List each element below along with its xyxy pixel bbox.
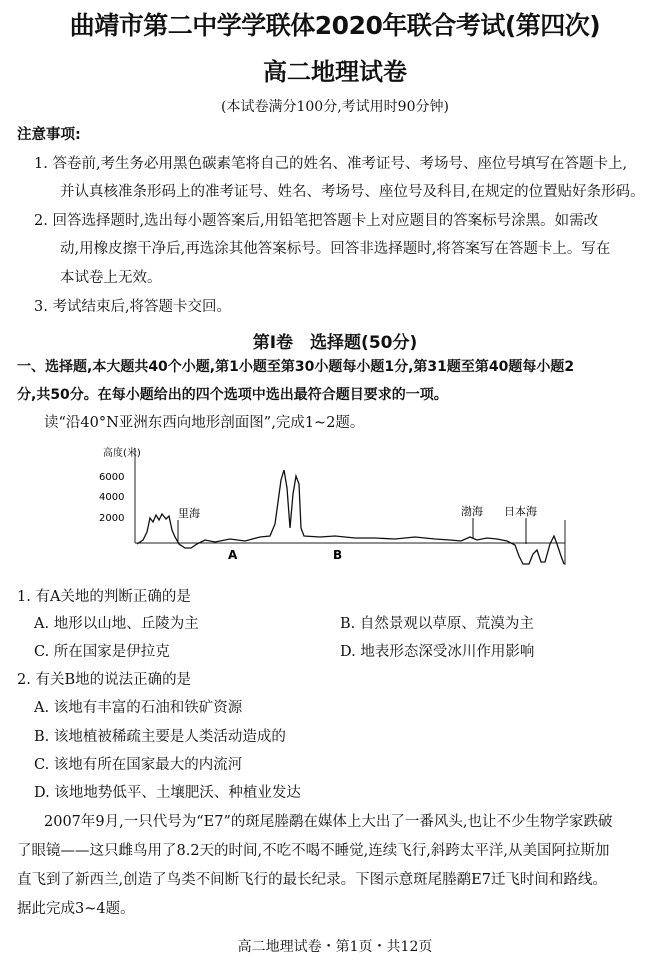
question-1-option-d: D. 地表形态深受冰川作用影响 [340, 644, 535, 660]
terrain-profile-line [137, 470, 564, 564]
note-line: 本试卷上无效。 [60, 270, 162, 286]
passage-line: 据此完成3~4题。 [17, 901, 135, 917]
question-2-option-c: C. 该地有所在国家最大的内流河 [34, 757, 243, 773]
figure-ytick: 2000 [99, 513, 125, 524]
figure-ylabel: 高度(米) [103, 448, 141, 459]
exam-subtitle: 高二地理试卷 [263, 58, 407, 86]
exam-title: 曲靖市第二中学学联体2020年联合考试(第四次) [69, 11, 601, 40]
note-line: 动,用橡皮擦干净后,再选涂其他答案标号。回答非选择题时,将答案写在答题卡上。写在 [60, 241, 611, 257]
terrain-profile-figure [95, 440, 575, 575]
note-line: 3. 考试结束后,将答题卡交回。 [34, 299, 232, 315]
question-2-option-b: B. 该地植被稀疏主要是人类活动造成的 [34, 729, 286, 745]
question-2-option-a: A. 该地有丰富的石油和铁矿资源 [34, 700, 243, 716]
read-prompt: 读“沿40°N亚洲东西向地形剖面图”,完成1~2题。 [44, 415, 365, 431]
figure-ytick: 4000 [99, 492, 125, 503]
question-1-option-a: A. 地形以山地、丘陵为主 [34, 616, 199, 632]
question-2-option-d: D. 该地地势低平、土壤肥沃、种植业发达 [34, 785, 301, 801]
caspian-label: 里海 [178, 507, 200, 520]
question-2-stem: 2. 有关B地的说法正确的是 [17, 672, 192, 688]
passage-line: 2007年9月,一只代号为“E7”的斑尾塍鹬在媒体上大出了一番风头,也让不少生物学家跌破 [44, 814, 613, 830]
point-b-label: B [333, 548, 343, 562]
question-1-option-b: B. 自然景观以草原、荒漠为主 [340, 616, 534, 632]
bohai-label: 渤海 [461, 505, 483, 518]
passage-line: 直飞到了新西兰,创造了鸟类不间断飞行的最长纪录。下图示意斑尾塍鹬E7迁飞时间和路线。 [17, 872, 607, 888]
section-intro: 一、选择题,本大题共40个小题,第1小题至第30小题每小题1分,第31题至第40题每小题2 [17, 359, 575, 375]
note-line: 并认真核准条形码上的准考证号、姓名、考场号、座位号及科目,在规定的位置贴好条形码。 [60, 184, 645, 200]
section-title: 第Ⅰ卷 选择题(50分) [252, 333, 418, 353]
point-a-label: A [228, 548, 238, 562]
note-line: 2. 回答选择题时,选出每小题答案后,用铅笔把答题卡上对应题目的答案标号涂黑。如需改 [34, 213, 599, 229]
exam-meta: (本试卷满分100分,考试用时90分钟) [221, 99, 449, 115]
question-1-stem: 1. 有A关地的判断正确的是 [17, 589, 191, 605]
question-1-option-c: C. 所在国家是伊拉克 [34, 644, 170, 660]
section-intro: 分,共50分。在每小题给出的四个选项中选出最符合题目要求的一项。 [17, 387, 448, 403]
notes-heading: 注意事项: [17, 127, 81, 143]
note-line: 1. 答卷前,考生务必用黑色碳素笔将自己的姓名、准考证号、考场号、座位号填写在答题卡上, [34, 156, 628, 172]
page-footer: 高二地理试卷・第1页・共12页 [237, 939, 433, 955]
passage-line: 了眼镜——这只雌鸟用了8.2天的时间,不吃不喝不睡觉,连续飞行,斜跨太平洋,从美国阿拉斯加 [17, 843, 610, 859]
japan-sea-label: 日本海 [504, 505, 537, 518]
figure-ytick: 6000 [99, 472, 125, 483]
